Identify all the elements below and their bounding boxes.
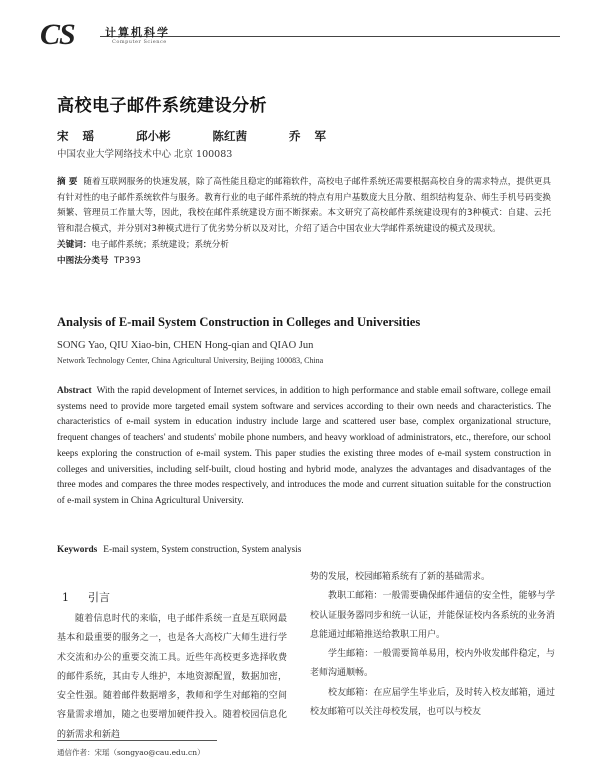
journal-name-cn: 计算机科学 xyxy=(105,26,170,39)
keywords-en-label: Keywords xyxy=(57,545,98,555)
footnote: 通信作者：宋瑶（songyao@cau.edu.cn） xyxy=(57,748,205,757)
article-title-en: Analysis of E-mail System Construction in Colleges and Universities xyxy=(57,315,421,329)
abstract-en-label: Abstract xyxy=(57,386,92,396)
abstract-cn-label: 摘 要 xyxy=(57,177,78,187)
body-paragraph: 学生邮箱：一般需要简单易用，校内外收发邮件稳定，与老师沟通顺畅。 xyxy=(310,649,555,679)
body-paragraph: 教职工邮箱：一般需要确保邮件通信的安全性，能够与学校认证服务器同步和统一认证，并能保证校内各系统的业务消息能通过邮箱推送给教职工用户。 xyxy=(310,591,555,640)
affiliation-cn: 中国农业大学网络技术中心 北京 100083 xyxy=(57,149,233,160)
footnote-rule xyxy=(57,740,217,741)
keywords-cn-text: 电子邮件系统；系统建设；系统分析 xyxy=(91,240,229,250)
clc-value: TP393 xyxy=(114,256,141,266)
authors-en: SONG Yao, QIU Xiao-bin, CHEN Hong-qian and QIAO Jun xyxy=(57,340,314,351)
abstract-en-text: With the rapid development of Internet services, in addition to high performance and stable email software, college email systems need to provide more targeted email system software and services according to their own needs and characteristics. The characteristics of e-mail system in education industry include large and scattered user base, complex organizational structure, frequent changes of teachers' and students' mobile phone numbers, and heavy workload of administrators, etc., therefore, our school keeps exploring the construction of e-mail system. This paper studies the existing three modes of e-mail system construction in colleges and universities, including self-built, cloud hosting and hybrid mode, analyzes the advantages and disadvantages of the three modes and compares the three modes respectively, and introduces the mode and current situation suitable for the construction of e-mail system in China Agricultural University. xyxy=(57,386,551,506)
body-paragraph: 校友邮箱：在应届学生毕业后，及时转入校友邮箱，通过校友邮箱可以关注母校发展，也可以与校友 xyxy=(310,687,555,718)
body-paragraph-continued: 势的发展，校园邮箱系统有了新的基础需求。 xyxy=(310,572,491,582)
affiliation-en: Network Technology Center, China Agricultural University, Beijing 100083, China xyxy=(57,356,324,365)
authors-cn: 宋 瑶 邱小彬 陈红茜 乔 军 xyxy=(57,129,327,143)
clc-number xyxy=(57,254,551,270)
journal-logo: CS xyxy=(40,18,75,51)
body-column-left xyxy=(57,610,287,745)
abstract-cn xyxy=(57,175,551,237)
abstract-en xyxy=(57,384,551,510)
keywords-en-text: E-mail system, System construction, System analysis xyxy=(103,545,302,555)
keywords-cn-label: 关键词： xyxy=(57,240,92,250)
body-column-right xyxy=(310,568,555,722)
keywords-en xyxy=(57,545,551,555)
body-paragraph: 随着信息时代的来临，电子邮件系统一直是互联网最基本和最重要的服务之一，也是各大高校广大师生进行学术交流和办公的重要交流工具。近些年高校更多选择收费的邮件系统，其由专人维护，本地资源配置，数据加密，安全性强。随着邮件数据增多，教师和学生对邮箱的空间容量需求增加，随之也要增加硬件投入。随着校园信息化的新需求和新趋 xyxy=(57,614,287,740)
abstract-cn-text: 随着互联网服务的快速发展，除了高性能且稳定的邮箱软件，高校电子邮件系统还需要根据高校自身的需求特点，提供更具有针对性的电子邮件系统软件与服务。教育行业的电子邮件系统的特点有用户基数庞大且分散、组织结构复杂、师生手机号码变换频繁、管理员工作量大等，因此，我校在邮件系统建设方面不断探索。本文研究了高校邮件系统建设现有的3种模式：自建、云托管和混合模式，并分别对3种模式进行了优劣势分析以及对比，介绍了适合中国农业大学邮件系统建设的模式及现状。 xyxy=(57,177,551,234)
clc-label: 中图法分类号 xyxy=(57,256,109,266)
journal-name-en: Computer Science xyxy=(112,39,167,45)
keywords-cn xyxy=(57,238,551,254)
article-title-cn: 高校电子邮件系统建设分析 xyxy=(57,96,267,116)
section-heading: 1 引言 xyxy=(62,591,110,604)
